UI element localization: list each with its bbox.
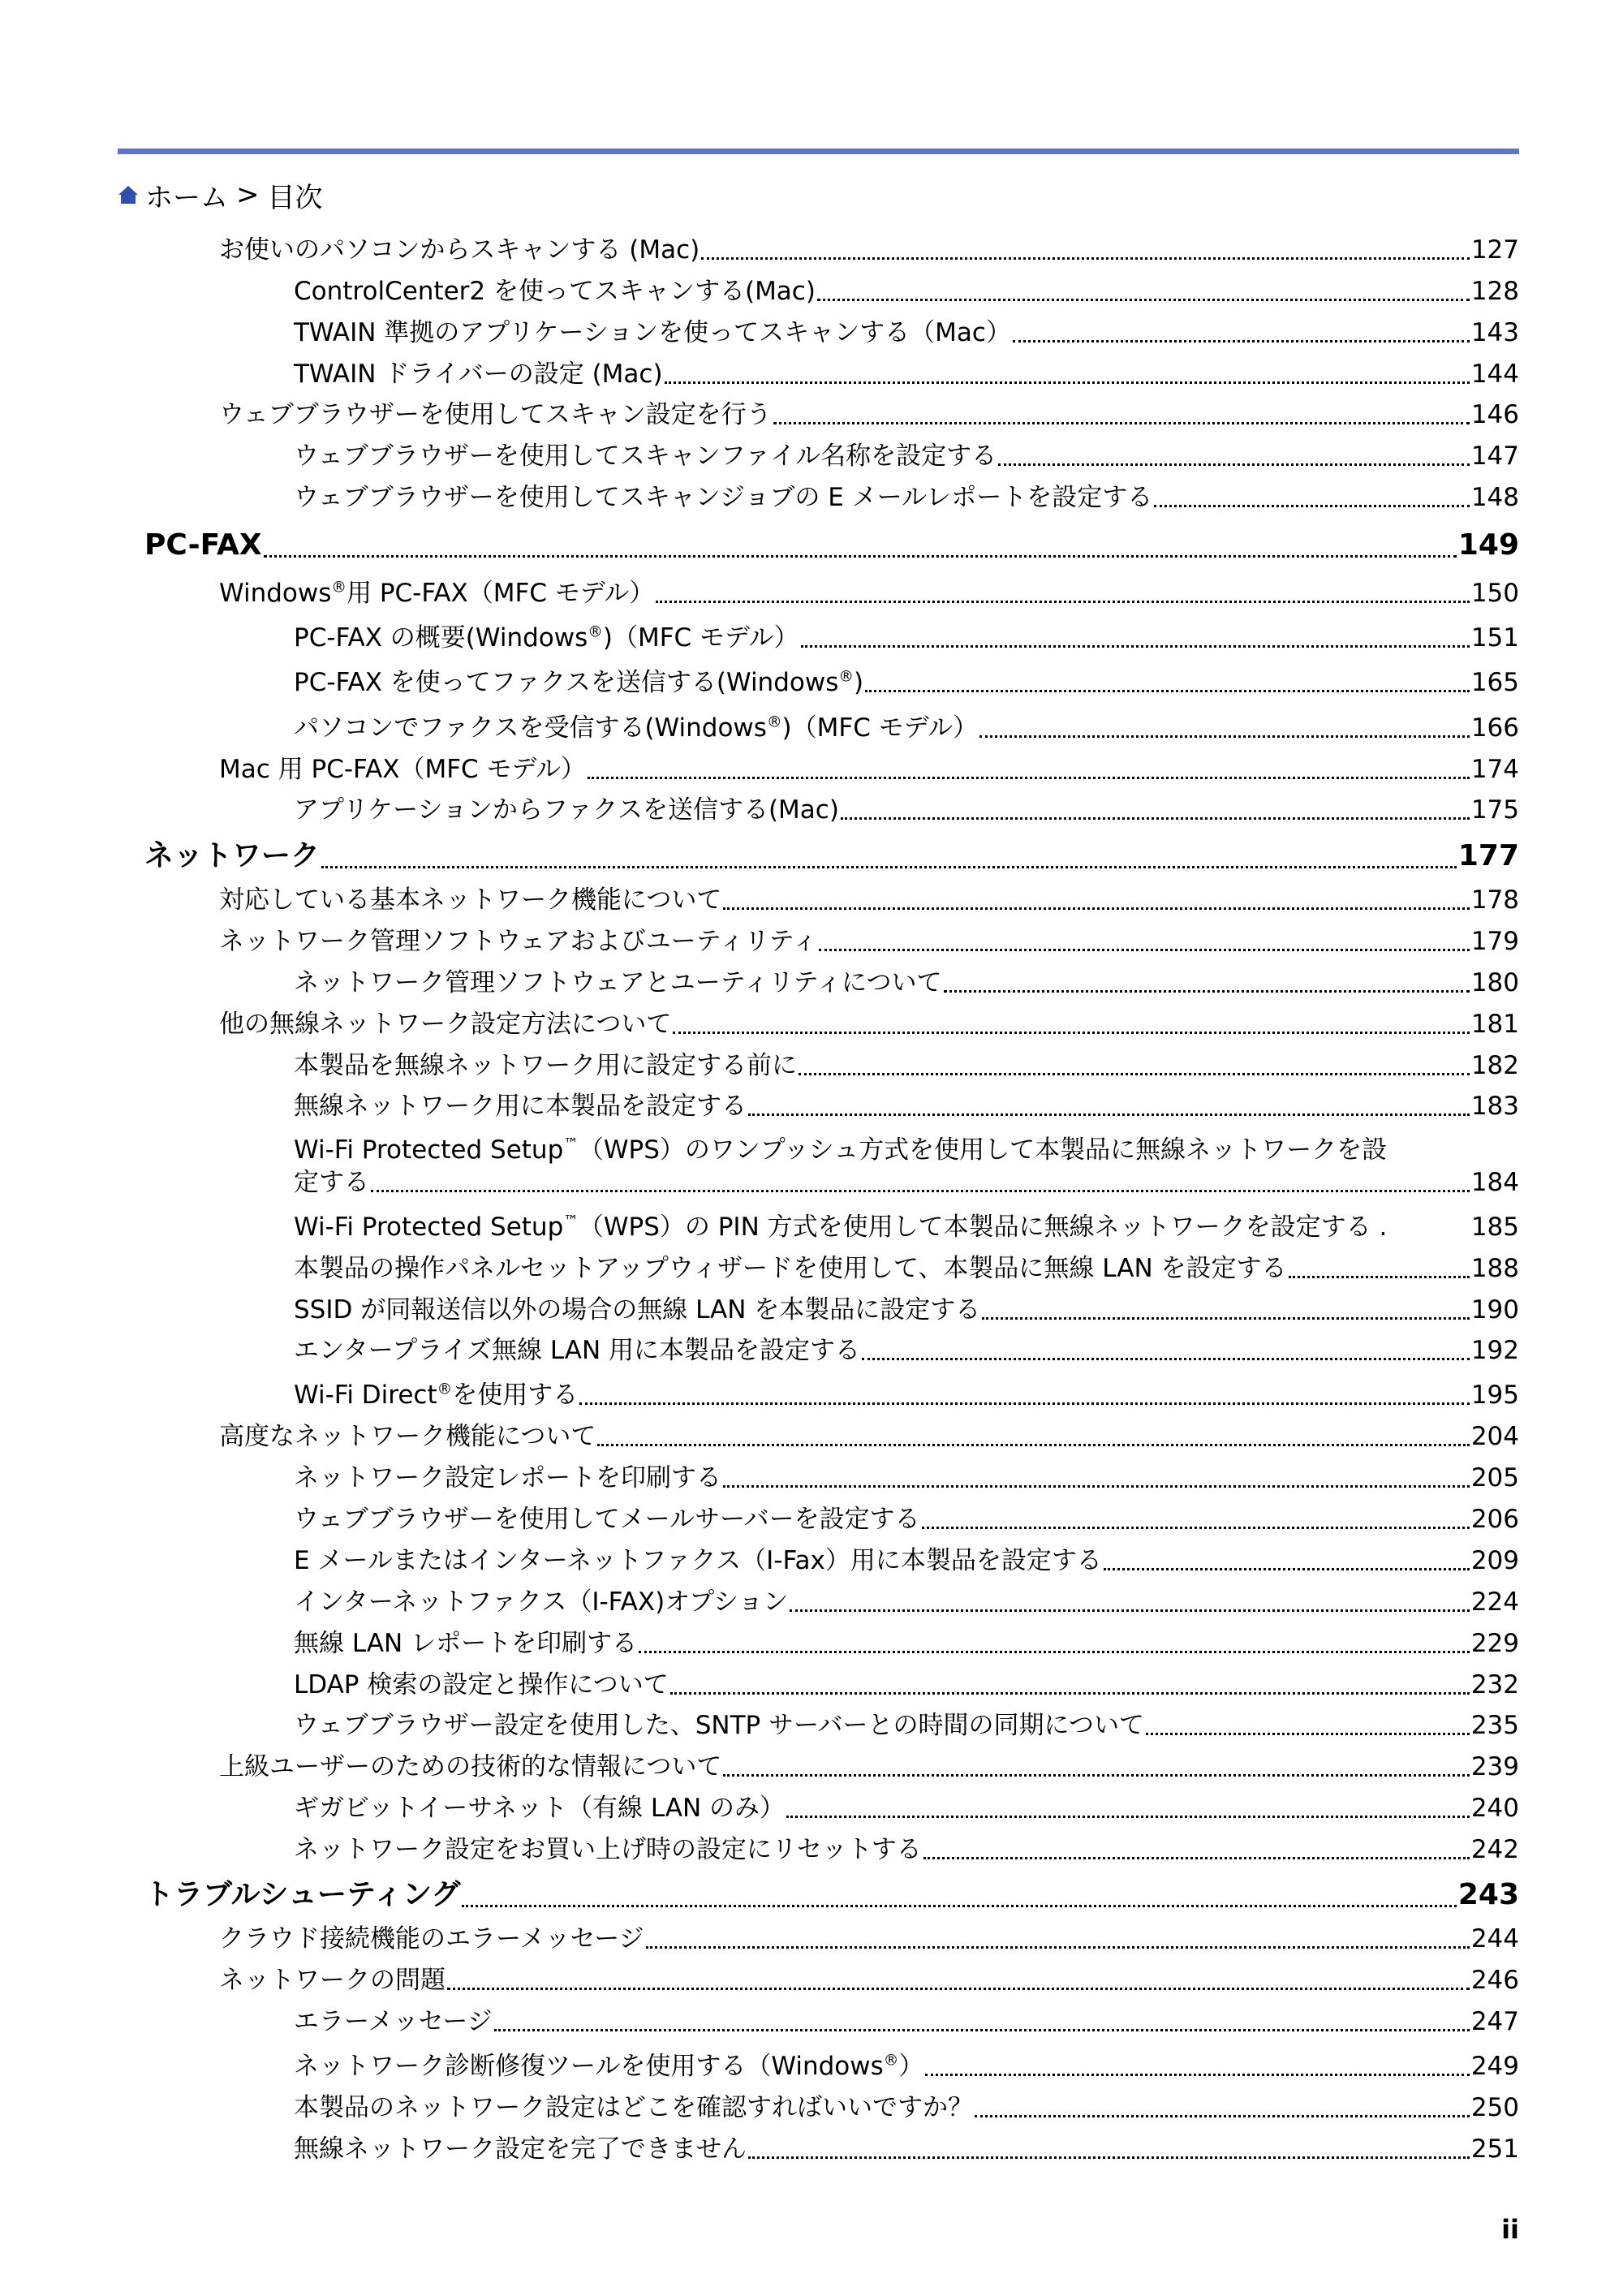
leader-dots	[786, 1816, 1470, 1818]
leader-dots	[819, 949, 1470, 951]
toc-entry-page: 251	[1470, 2134, 1519, 2164]
toc-entry-page: 148	[1470, 483, 1519, 512]
leader-dots	[801, 645, 1470, 648]
toc-entry-page: 205	[1470, 1463, 1519, 1493]
toc-entry-title: 対応している基本ネットワーク機能について	[219, 885, 722, 915]
leader-dots	[264, 555, 1457, 558]
toc-entry-page: 239	[1470, 1752, 1519, 1781]
leader-dots	[462, 1905, 1457, 1907]
toc-entry-title: エンタープライズ無線 LAN 用に本製品を設定する	[294, 1336, 861, 1365]
toc-entry-title: TWAIN 準拠のアプリケーションを使ってスキャンする（Mac）	[294, 318, 1011, 347]
toc-entry[interactable]	[294, 1212, 1519, 1243]
toc-entry-title: ネットワーク管理ソフトウェアとユーティリティについて	[294, 968, 942, 997]
leader-dots	[1289, 1276, 1470, 1278]
toc-entry[interactable]	[219, 926, 1519, 957]
toc-entry[interactable]	[294, 1462, 1519, 1493]
leader-dots	[975, 2115, 1470, 2117]
toc-entry[interactable]	[294, 2051, 1519, 2082]
toc-entry[interactable]	[294, 1050, 1519, 1081]
toc-entry-title: Wi-Fi Protected Setup™（WPS）の PIN 方式を使用して本製品に無線ネットワークを設定する .	[294, 1213, 1388, 1242]
toc-entry[interactable]	[219, 578, 1519, 609]
toc-entry-page: 174	[1470, 755, 1519, 784]
toc-entry[interactable]	[294, 1834, 1519, 1865]
toc-entry[interactable]	[294, 359, 1519, 390]
toc-entry-continuation[interactable]	[294, 1167, 1519, 1198]
toc-entry-page: 232	[1470, 1670, 1519, 1699]
leader-dots	[841, 817, 1470, 820]
toc-entry[interactable]	[294, 713, 1519, 743]
toc-entry[interactable]	[219, 1751, 1519, 1782]
toc-entry[interactable]	[294, 967, 1519, 998]
toc-entry-title: エラーメッセージ	[294, 2007, 493, 2036]
toc-entry-title: 高度なネットワーク機能について	[219, 1422, 596, 1451]
leader-dots	[922, 1527, 1470, 1529]
toc-entry-page: 127	[1470, 235, 1519, 265]
toc-entry[interactable]	[219, 885, 1519, 915]
toc-entry-page: 246	[1470, 1966, 1519, 1995]
toc-entry-page: 242	[1470, 1835, 1519, 1864]
leader-dots	[748, 2156, 1470, 2159]
toc-entry[interactable]	[219, 399, 1519, 430]
toc-entry-title: 本製品の操作パネルセットアップウィザードを使用して、本製品に無線 LAN を設定する	[294, 1254, 1287, 1283]
leader-dots	[321, 866, 1457, 868]
toc-entry-title: 無線ネットワーク設定を完了できません	[294, 2134, 747, 2164]
breadcrumb	[118, 177, 323, 213]
leader-dots	[817, 299, 1470, 301]
toc-entry-title: インターネットファクス（I-FAX)オプション	[294, 1587, 789, 1617]
toc-entry-page: 146	[1470, 400, 1519, 429]
breadcrumb-current: 目次	[267, 181, 323, 214]
toc-chapter-title: トラブルシューティング	[144, 1878, 461, 1911]
toc-entry-page: 190	[1470, 1295, 1519, 1325]
toc-entry[interactable]	[219, 1009, 1519, 1040]
toc-entry-title: Wi-Fi Protected Setup™（WPS）のワンプッシュ方式を使用して本製品に無線ネットワークを設	[294, 1135, 1388, 1165]
toc-entry-title: ControlCenter2 を使ってスキャンする(Mac)	[294, 277, 816, 306]
toc-entry-page: 178	[1470, 885, 1519, 915]
leader-dots	[748, 1114, 1470, 1116]
toc-entry[interactable]	[219, 1965, 1519, 1996]
toc-entry-title: ネットワーク設定をお買い上げ時の設定にリセットする	[294, 1835, 922, 1864]
toc-entry[interactable]	[294, 2006, 1519, 2037]
toc-entry[interactable]	[294, 2092, 1519, 2123]
leader-dots	[588, 777, 1470, 779]
toc-entry-title: PC-FAX を使ってファクスを送信する(Windows®)	[294, 668, 864, 697]
toc-entry-page: 184	[1470, 1168, 1519, 1197]
leader-dots	[665, 381, 1470, 384]
leader-dots	[447, 1988, 1470, 1990]
toc-entry[interactable]	[219, 1421, 1519, 1452]
leader-dots	[494, 2029, 1470, 2031]
toc-entry[interactable]	[294, 1504, 1519, 1535]
page-number: ii	[1501, 2214, 1519, 2245]
leader-dots	[597, 1444, 1469, 1446]
toc-entry-title: ギガビットイーサネット（有線 LAN のみ）	[294, 1794, 786, 1823]
toc-entry-page: 224	[1470, 1587, 1519, 1617]
leader-dots	[639, 1651, 1470, 1653]
toc-entry[interactable]	[294, 276, 1519, 307]
toc-chapter-title: ネットワーク	[144, 839, 321, 872]
toc-entry[interactable]	[294, 2134, 1519, 2165]
toc-entry[interactable]	[294, 1545, 1519, 1576]
toc-chapter-page: 177	[1457, 839, 1519, 872]
toc-entry-page: 204	[1470, 1422, 1519, 1451]
toc-entry[interactable]	[294, 1294, 1519, 1325]
leader-dots	[982, 1317, 1470, 1320]
toc-entry-title: ウェブブラウザーを使用してスキャンファイル名称を設定する	[294, 442, 997, 471]
toc-entry[interactable]	[294, 1669, 1519, 1700]
toc-entry-title: PC-FAX の概要(Windows®)（MFC モデル）	[294, 623, 799, 653]
toc-entry[interactable]	[294, 1628, 1519, 1659]
toc-entry-title: 他の無線ネットワーク設定方法について	[219, 1010, 672, 1039]
toc-entry-page: 128	[1470, 277, 1519, 306]
leader-dots	[862, 1358, 1470, 1360]
toc-entry-title: 本製品を無線ネットワーク用に設定する前に	[294, 1051, 797, 1080]
toc-entry-page: 182	[1470, 1051, 1519, 1080]
toc-entry[interactable]	[294, 441, 1519, 472]
toc-entry-title: SSID が同報送信以外の場合の無線 LAN を本製品に設定する	[294, 1295, 981, 1325]
toc-entry-title: アプリケーションからファクスを送信する(Mac)	[294, 795, 839, 825]
toc-entry-title: お使いのパソコンからスキャンする (Mac)	[219, 235, 700, 265]
toc-entry-page: 247	[1470, 2007, 1519, 2036]
toc-entry-title: ウェブブラウザー設定を使用した、SNTP サーバーとの時間の同期について	[294, 1711, 1144, 1740]
breadcrumb-home-link[interactable]: ホーム	[145, 181, 228, 214]
toc-entry-page: 244	[1470, 1924, 1519, 1954]
leader-dots	[790, 1609, 1469, 1612]
toc-entry[interactable]	[294, 1335, 1519, 1366]
toc-entry-page: 165	[1470, 668, 1519, 697]
toc-entry-page: 195	[1470, 1381, 1519, 1410]
leader-dots	[925, 2074, 1469, 2076]
toc-entry-page: 175	[1470, 795, 1519, 825]
toc-entry[interactable]	[294, 1091, 1519, 1122]
leader-dots	[1154, 505, 1470, 507]
toc-chapter[interactable]	[144, 528, 1519, 563]
toc-entry[interactable]	[294, 317, 1519, 348]
breadcrumb-separator: >	[236, 179, 260, 211]
toc-entry[interactable]	[294, 1710, 1519, 1741]
leader-dots	[579, 1402, 1470, 1405]
leader-dots	[646, 1946, 1470, 1949]
toc-entry-page: 151	[1470, 623, 1519, 653]
toc-entry-title: ネットワークの問題	[219, 1966, 446, 1995]
toc-entry-page: 183	[1470, 1092, 1519, 1121]
toc-entry-title: パソコンでファクスを受信する(Windows®)（MFC モデル）	[294, 713, 979, 743]
toc-entry-page: 192	[1470, 1336, 1519, 1365]
toc-entry-title: 上級ユーザーのための技術的な情報について	[219, 1752, 722, 1781]
toc-entry-page: 181	[1470, 1010, 1519, 1039]
leader-dots	[998, 463, 1470, 466]
toc-entry-page: 240	[1470, 1794, 1519, 1823]
toc-entry[interactable]	[219, 754, 1519, 785]
toc-entry-page: 179	[1470, 927, 1519, 956]
toc-entry-page: 250	[1470, 2093, 1519, 2122]
home-icon[interactable]	[118, 184, 139, 205]
toc-entry-page: 235	[1470, 1711, 1519, 1740]
toc-entry-title: 定する	[294, 1168, 369, 1197]
toc-entry-title: 無線 LAN レポートを印刷する	[294, 1629, 638, 1658]
header-rule	[118, 149, 1519, 154]
toc-entry-title: Mac 用 PC-FAX（MFC モデル）	[219, 755, 586, 784]
toc-entry[interactable]	[294, 1793, 1519, 1824]
toc-entry-title: ウェブブラウザーを使用してスキャン設定を行う	[219, 400, 772, 429]
leader-dots	[701, 257, 1470, 260]
toc-entry[interactable]	[219, 235, 1519, 265]
toc-entry-page: 188	[1470, 1254, 1519, 1283]
toc-entry-page: 144	[1470, 360, 1519, 389]
toc-entry-page: 166	[1470, 713, 1519, 743]
leader-dots	[1146, 1733, 1470, 1735]
leader-dots	[656, 601, 1470, 603]
toc-chapter[interactable]	[144, 1877, 1519, 1913]
leader-dots	[1104, 1568, 1470, 1570]
toc-entry-page: 209	[1470, 1546, 1519, 1575]
toc-entry-page: 249	[1470, 2052, 1519, 2081]
toc-entry[interactable]	[294, 795, 1519, 825]
leader-dots	[773, 422, 1470, 424]
toc-entry-title: TWAIN ドライバーの設定 (Mac)	[294, 360, 663, 389]
leader-dots	[865, 690, 1470, 692]
toc-chapter-page: 243	[1457, 1878, 1519, 1911]
toc-entry-title: ウェブブラウザーを使用してスキャンジョブの E メールレポートを設定する	[294, 483, 1153, 512]
leader-dots	[923, 1857, 1470, 1859]
toc-entry-title: ネットワーク設定レポートを印刷する	[294, 1463, 721, 1493]
toc-entry-page: 185	[1470, 1213, 1519, 1242]
toc-entry-page: 147	[1470, 442, 1519, 471]
leader-dots	[670, 1692, 1470, 1695]
toc-entry-title: E メールまたはインターネットファクス（I-Fax）用に本製品を設定する	[294, 1546, 1102, 1575]
leader-dots	[1013, 340, 1470, 342]
toc-entry-title: 無線ネットワーク用に本製品を設定する	[294, 1092, 747, 1121]
toc-entry[interactable]	[294, 1587, 1519, 1618]
leader-dots	[673, 1032, 1469, 1034]
toc-entry-title: Wi-Fi Direct®を使用する	[294, 1381, 579, 1410]
toc-entry-title: ウェブブラウザーを使用してメールサーバーを設定する	[294, 1505, 920, 1534]
toc-entry[interactable]	[294, 482, 1519, 513]
toc-entry-title: ネットワーク診断修復ツールを使用する（Windows®）	[294, 2052, 924, 2081]
leader-dots	[799, 1073, 1470, 1075]
toc-entry-title: 本製品のネットワーク設定はどこを確認すればいいですか？	[294, 2093, 973, 2122]
toc-entry-page: 206	[1470, 1505, 1519, 1534]
toc-chapter[interactable]	[144, 838, 1519, 874]
toc-chapter-title: PC-FAX	[144, 528, 262, 562]
leader-dots	[723, 1485, 1470, 1488]
toc-entry[interactable]	[294, 1253, 1519, 1284]
leader-dots	[371, 1190, 1470, 1192]
toc-chapter-page: 149	[1457, 528, 1519, 562]
leader-dots	[723, 907, 1469, 910]
toc-entry[interactable]	[294, 1135, 1519, 1165]
toc-entry-page: 150	[1470, 579, 1519, 608]
leader-dots	[979, 735, 1470, 738]
toc-entry[interactable]	[294, 667, 1519, 698]
toc-entry-title: Windows®用 PC-FAX（MFC モデル）	[219, 579, 655, 608]
toc-entry-title: ネットワーク管理ソフトウェアおよびユーティリティ	[219, 927, 818, 956]
toc-entry-title: クラウド接続機能のエラーメッセージ	[219, 1924, 644, 1954]
toc-entry-title: LDAP 検索の設定と操作について	[294, 1670, 669, 1699]
toc-entry[interactable]	[219, 1923, 1519, 1954]
toc-entry-page: 229	[1470, 1629, 1519, 1658]
toc-entry-page: 180	[1470, 968, 1519, 997]
toc-entry[interactable]	[294, 1380, 1519, 1411]
toc-entry[interactable]	[294, 622, 1519, 653]
leader-dots	[723, 1774, 1469, 1777]
leader-dots	[944, 990, 1470, 993]
toc-entry-page: 143	[1470, 318, 1519, 347]
